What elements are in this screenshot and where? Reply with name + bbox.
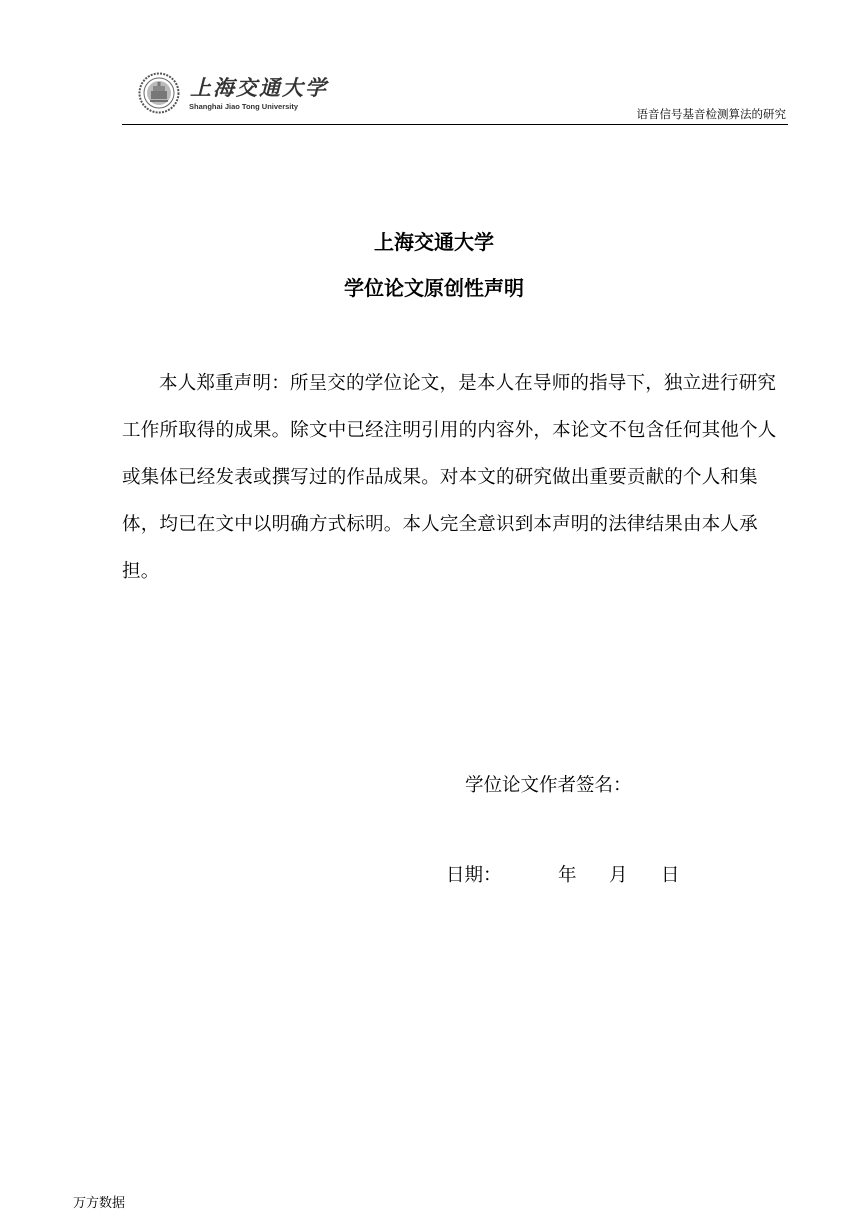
university-logo: [138, 72, 328, 116]
date-line: [446, 861, 680, 887]
date-month-label: 月: [609, 865, 628, 886]
page-title-statement: 学位论文原创性声明: [344, 276, 524, 300]
watermark: 万方数据: [73, 1196, 126, 1211]
date-day-label: 日: [661, 865, 680, 886]
declaration-paragraph: 本人郑重声明：所呈交的学位论文，是本人在导师的指导下，独立进行研究工作所取得的成果。除文中已经注明引用的内容外，本论文不包含任何其他个人或集体已经发表或撰写过的作品成果。对本文的研究做出重要贡献的个人和集体，均已在文中以明确方式标明。本人完全意识到本声明的法律结果由本人承担。: [122, 373, 777, 582]
header-divider: [122, 124, 788, 125]
date-label: 日期：: [446, 865, 502, 886]
university-seal-icon: [138, 72, 180, 114]
date-year-label: 年: [558, 865, 577, 886]
logo-chinese-name: 上海交通大学: [190, 75, 328, 100]
page-title-university: 上海交通大学: [374, 230, 494, 254]
author-signature-label: 学位论文作者签名：: [465, 775, 632, 796]
logo-english-name: Shanghai Jiao Tong University: [189, 102, 299, 111]
running-header-title: 语音信号基音检测算法的研究: [636, 107, 786, 121]
